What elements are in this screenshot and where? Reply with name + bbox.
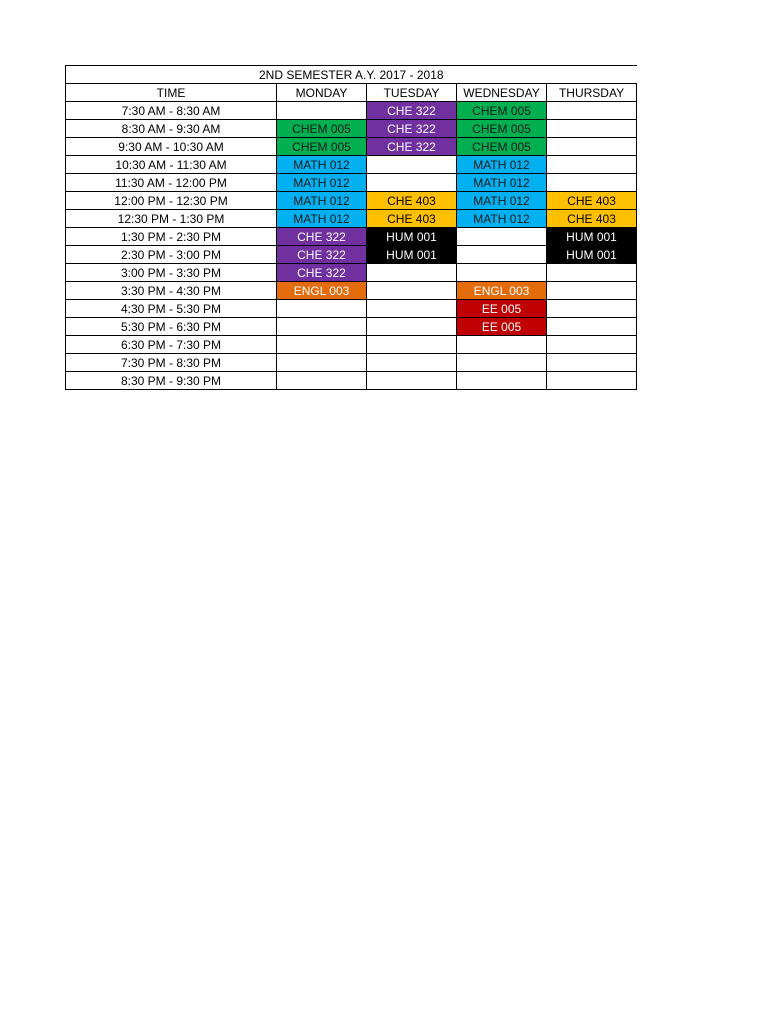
class-cell-tuesday xyxy=(367,156,457,174)
class-cell-thursday xyxy=(547,372,637,390)
schedule-row xyxy=(66,102,637,120)
time-slot-cell: 10:30 AM - 11:30 AM xyxy=(66,156,277,174)
time-slot-cell: 4:30 PM - 5:30 PM xyxy=(66,300,277,318)
class-cell-wednesday xyxy=(457,336,547,354)
schedule-row xyxy=(66,246,637,264)
class-cell-wednesday xyxy=(457,354,547,372)
header-row xyxy=(66,84,637,102)
schedule-row xyxy=(66,318,637,336)
schedule-row xyxy=(66,300,637,318)
semester-title: 2ND SEMESTER A.Y. 2017 - 2018 xyxy=(66,66,637,84)
class-cell-wednesday: EE 005 xyxy=(457,318,547,336)
schedule-table xyxy=(65,65,637,390)
schedule-row xyxy=(66,174,637,192)
class-cell-tuesday xyxy=(367,372,457,390)
class-cell-wednesday: MATH 012 xyxy=(457,156,547,174)
class-cell-thursday xyxy=(547,174,637,192)
class-cell-monday: CHE 322 xyxy=(277,264,367,282)
class-cell-wednesday xyxy=(457,372,547,390)
schedule-row xyxy=(66,138,637,156)
class-cell-thursday: CHE 403 xyxy=(547,210,637,228)
class-cell-thursday xyxy=(547,102,637,120)
time-slot-cell: 8:30 PM - 9:30 PM xyxy=(66,372,277,390)
schedule-row xyxy=(66,156,637,174)
class-cell-thursday xyxy=(547,300,637,318)
class-cell-monday xyxy=(277,354,367,372)
class-cell-wednesday xyxy=(457,264,547,282)
class-cell-tuesday xyxy=(367,174,457,192)
time-slot-cell: 5:30 PM - 6:30 PM xyxy=(66,318,277,336)
time-slot-cell: 2:30 PM - 3:00 PM xyxy=(66,246,277,264)
time-slot-cell: 12:30 PM - 1:30 PM xyxy=(66,210,277,228)
class-cell-thursday xyxy=(547,318,637,336)
class-cell-wednesday: MATH 012 xyxy=(457,210,547,228)
class-cell-thursday xyxy=(547,120,637,138)
schedule-row xyxy=(66,228,637,246)
time-slot-cell: 3:30 PM - 4:30 PM xyxy=(66,282,277,300)
header-monday: MONDAY xyxy=(277,84,367,102)
class-cell-monday xyxy=(277,318,367,336)
time-slot-cell: 11:30 AM - 12:00 PM xyxy=(66,174,277,192)
schedule-row xyxy=(66,192,637,210)
class-cell-tuesday: HUM 001 xyxy=(367,246,457,264)
schedule-row xyxy=(66,372,637,390)
time-slot-cell: 12:00 PM - 12:30 PM xyxy=(66,192,277,210)
time-slot-cell: 3:00 PM - 3:30 PM xyxy=(66,264,277,282)
class-cell-tuesday: CHE 322 xyxy=(367,138,457,156)
schedule-row xyxy=(66,120,637,138)
class-cell-thursday xyxy=(547,156,637,174)
class-cell-monday: CHE 322 xyxy=(277,228,367,246)
header-thursday: THURSDAY xyxy=(547,84,637,102)
class-cell-monday: CHEM 005 xyxy=(277,120,367,138)
class-cell-tuesday: CHE 403 xyxy=(367,210,457,228)
class-cell-monday: CHEM 005 xyxy=(277,138,367,156)
class-cell-tuesday xyxy=(367,300,457,318)
schedule-row xyxy=(66,354,637,372)
time-slot-cell: 9:30 AM - 10:30 AM xyxy=(66,138,277,156)
class-cell-tuesday xyxy=(367,336,457,354)
class-cell-tuesday xyxy=(367,318,457,336)
schedule-row xyxy=(66,282,637,300)
class-cell-thursday: HUM 001 xyxy=(547,228,637,246)
class-cell-thursday xyxy=(547,138,637,156)
class-cell-thursday xyxy=(547,354,637,372)
schedule-row xyxy=(66,264,637,282)
class-cell-tuesday: CHE 322 xyxy=(367,120,457,138)
class-cell-wednesday xyxy=(457,228,547,246)
time-slot-cell: 7:30 AM - 8:30 AM xyxy=(66,102,277,120)
time-slot-cell: 8:30 AM - 9:30 AM xyxy=(66,120,277,138)
class-cell-tuesday: CHE 322 xyxy=(367,102,457,120)
class-cell-thursday xyxy=(547,282,637,300)
class-cell-wednesday: ENGL 003 xyxy=(457,282,547,300)
header-wednesday: WEDNESDAY xyxy=(457,84,547,102)
class-cell-wednesday: EE 005 xyxy=(457,300,547,318)
class-cell-wednesday: MATH 012 xyxy=(457,192,547,210)
class-cell-tuesday xyxy=(367,354,457,372)
schedule-row xyxy=(66,336,637,354)
class-cell-monday: CHE 322 xyxy=(277,246,367,264)
class-cell-wednesday xyxy=(457,246,547,264)
class-cell-monday: MATH 012 xyxy=(277,156,367,174)
class-cell-monday: MATH 012 xyxy=(277,174,367,192)
class-cell-wednesday: CHEM 005 xyxy=(457,102,547,120)
header-time: TIME xyxy=(66,84,277,102)
class-cell-tuesday: HUM 001 xyxy=(367,228,457,246)
class-cell-wednesday: CHEM 005 xyxy=(457,138,547,156)
class-cell-tuesday: CHE 403 xyxy=(367,192,457,210)
time-slot-cell: 6:30 PM - 7:30 PM xyxy=(66,336,277,354)
class-cell-monday: MATH 012 xyxy=(277,210,367,228)
class-cell-monday xyxy=(277,336,367,354)
class-cell-monday: ENGL 003 xyxy=(277,282,367,300)
class-cell-wednesday: MATH 012 xyxy=(457,174,547,192)
class-cell-monday xyxy=(277,102,367,120)
class-cell-thursday xyxy=(547,336,637,354)
schedule-row xyxy=(66,210,637,228)
class-cell-monday xyxy=(277,300,367,318)
class-cell-thursday: CHE 403 xyxy=(547,192,637,210)
class-cell-tuesday xyxy=(367,282,457,300)
class-cell-monday: MATH 012 xyxy=(277,192,367,210)
class-cell-tuesday xyxy=(367,264,457,282)
title-row xyxy=(66,66,637,84)
class-cell-wednesday: CHEM 005 xyxy=(457,120,547,138)
time-slot-cell: 7:30 PM - 8:30 PM xyxy=(66,354,277,372)
class-cell-monday xyxy=(277,372,367,390)
time-slot-cell: 1:30 PM - 2:30 PM xyxy=(66,228,277,246)
header-tuesday: TUESDAY xyxy=(367,84,457,102)
class-cell-thursday: HUM 001 xyxy=(547,246,637,264)
class-cell-thursday xyxy=(547,264,637,282)
